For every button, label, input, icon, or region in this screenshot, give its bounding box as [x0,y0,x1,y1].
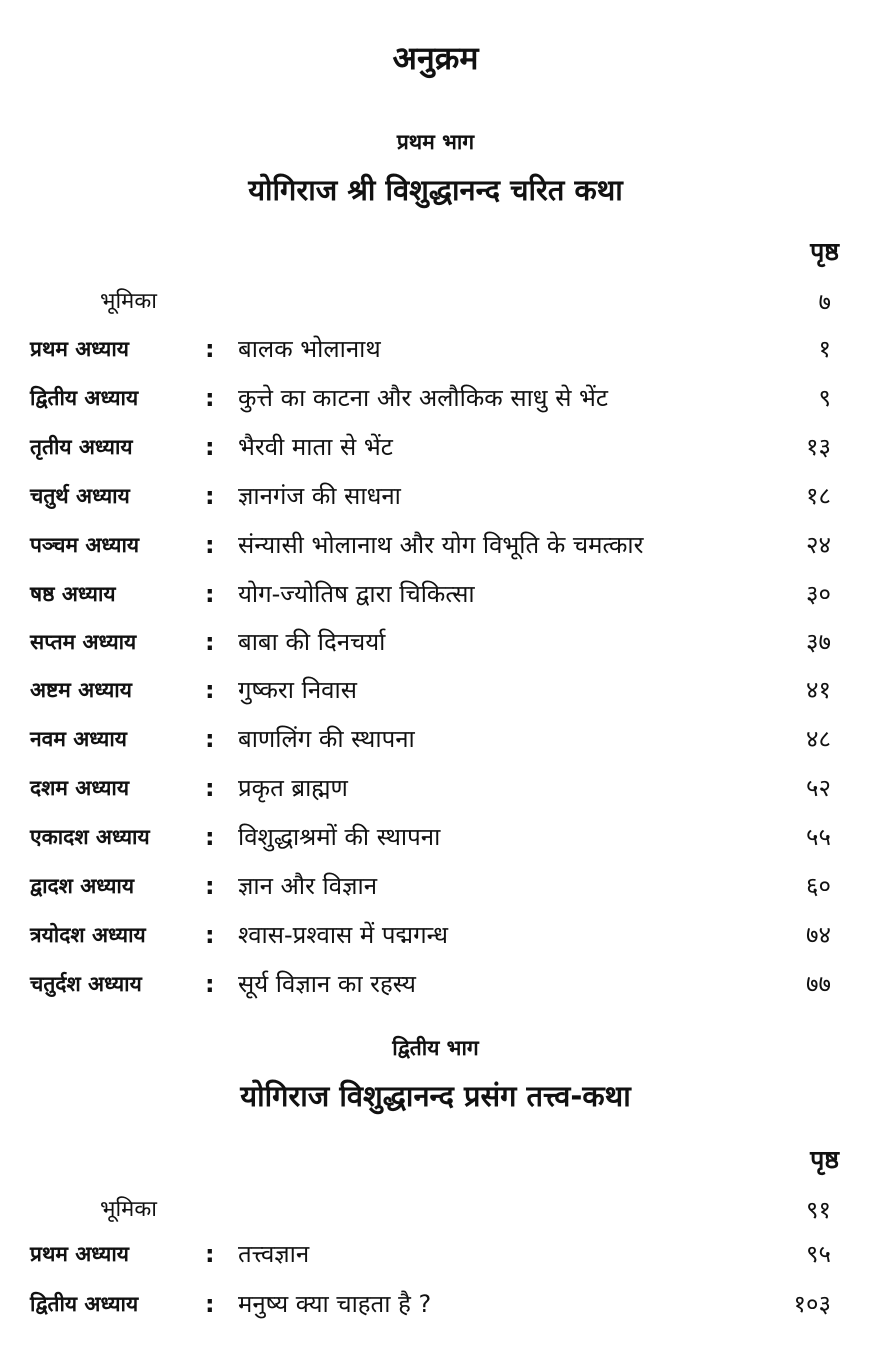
toc-row [0,425,871,469]
separator-colon: : [205,482,215,510]
toc-row [0,376,871,420]
chapter-title: योग-ज्योतिष द्वारा चिकित्सा [238,580,475,608]
separator-colon: : [205,384,215,412]
chapter-label: अष्टम अध्याय [30,678,132,702]
chapter-label: सप्तम अध्याय [30,630,137,654]
separator-colon: : [205,580,215,608]
chapter-label: षष्ठ अध्याय [30,582,116,606]
page-number: ३७ [806,628,831,656]
chapter-title: श्वास-प्रश्वास में पद्मगन्ध [238,921,449,949]
toc-row [0,962,871,1006]
chapter-title: तत्त्वज्ञान [238,1240,310,1268]
separator-colon: : [205,676,215,704]
intro-title: भूमिका [100,1197,157,1222]
chapter-title: सूर्य विज्ञान का रहस्य [238,970,416,998]
chapter-label: नवम अध्याय [30,727,127,751]
page-number: १०३ [793,1290,831,1318]
page-number: ६० [806,872,831,900]
chapter-label: तृतीय अध्याय [30,435,133,459]
chapter-label: चतुर्दश अध्याय [30,972,142,996]
chapter-title: गुष्करा निवास [238,676,357,704]
toc-row [0,913,871,957]
part2-title: योगिराज विशुद्धानन्द प्रसंग तत्त्व-कथा [240,1079,631,1113]
part2-intro-row [0,1188,871,1232]
page-number: ५२ [806,774,831,802]
chapter-title: भैरवी माता से भेंट [238,433,393,461]
separator-colon: : [205,531,215,559]
page-number: ५५ [806,823,831,851]
chapter-title: कुत्ते का काटना और अलौकिक साधु से भेंट [238,384,609,412]
separator-colon: : [205,1240,215,1268]
page-number: ७ [818,288,831,316]
chapter-title: बालक भोलानाथ [238,335,381,363]
separator-colon: : [205,823,215,851]
toc-row [0,717,871,761]
page-number: ९१ [806,1196,831,1224]
toc-row [0,474,871,518]
chapter-label: द्वादश अध्याय [30,874,134,898]
part2-label: द्वितीय भाग [392,1036,479,1060]
toc-row [0,1282,871,1326]
separator-colon: : [205,921,215,949]
separator-colon: : [205,725,215,753]
page-number: ३० [806,580,831,608]
page-number: १ [818,335,831,363]
separator-colon: : [205,872,215,900]
toc-row [0,815,871,859]
toc-row [0,327,871,371]
chapter-title: प्रकृत ब्राह्मण [238,774,348,802]
page-number: ७७ [806,970,831,998]
chapter-title: संन्यासी भोलानाथ और योग विभूति के चमत्कार [238,531,644,559]
separator-colon: : [205,335,215,363]
chapter-title: बाणलिंग की स्थापना [238,725,415,753]
separator-colon: : [205,774,215,802]
chapter-title: बाबा की दिनचर्या [238,628,386,656]
page-number: ४१ [806,676,831,704]
intro-title: भूमिका [100,289,157,314]
page-number: ९ [818,384,831,412]
page-number: ९५ [806,1240,831,1268]
part1-label: प्रथम भाग [396,130,475,154]
part1-intro-row [0,280,871,324]
toc-row [0,1232,871,1276]
page-number: २४ [806,531,831,559]
toc-row [0,523,871,567]
page-number: १८ [806,482,831,510]
chapter-title: ज्ञान और विज्ञान [238,872,378,900]
page-title: अनुक्रम [392,39,479,77]
chapter-title: विशुद्धाश्रमों की स्थापना [238,823,441,851]
page-number: ७४ [806,921,831,949]
chapter-label: द्वितीय अध्याय [30,1292,139,1316]
toc-row [0,668,871,712]
chapter-label: प्रथम अध्याय [30,337,129,361]
separator-colon: : [205,433,215,461]
page-number: ४८ [806,725,831,753]
chapter-label: चतुर्थ अध्याय [30,484,130,508]
chapter-label: एकादश अध्याय [30,825,150,849]
part1-title: योगिराज श्री विशुद्धानन्द चरित कथा [248,173,623,207]
part2-page-column-header: पृष्ठ [810,1145,839,1174]
chapter-label: प्रथम अध्याय [30,1242,129,1266]
chapter-title: ज्ञानगंज की साधना [238,482,401,510]
separator-colon: : [205,628,215,656]
page-number: १३ [806,433,831,461]
separator-colon: : [205,970,215,998]
chapter-title: मनुष्य क्या चाहता है ? [238,1290,432,1318]
chapter-label: दशम अध्याय [30,776,130,800]
toc-row [0,864,871,908]
toc-row [0,572,871,616]
chapter-label: त्रयोदश अध्याय [30,923,146,947]
separator-colon: : [205,1290,215,1318]
chapter-label: पञ्चम अध्याय [30,533,140,557]
toc-row [0,766,871,810]
toc-row [0,620,871,664]
chapter-label: द्वितीय अध्याय [30,386,139,410]
part1-page-column-header: पृष्ठ [810,237,839,266]
